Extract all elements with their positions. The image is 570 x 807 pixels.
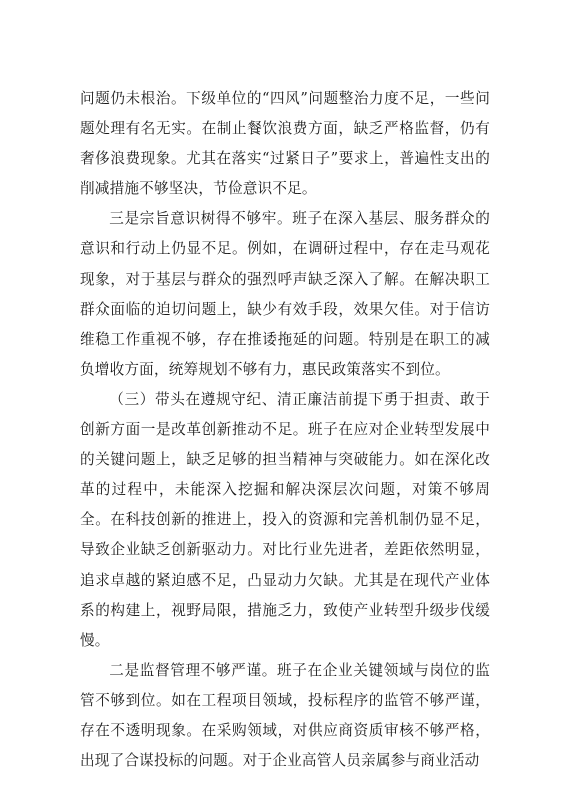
paragraph-purpose-awareness: 三是宗旨意识树得不够牢。班子在深入基层、服务群众的意识和行动上仍显不足。例如，在调研过程中，存在走马观花现象，对于基层与群众的强烈呼声缺乏深入了解。在解决职工群众面临的迫切问题上，缺少有效手段，效果欠佳。对于信访维稳工作重视不够，存在推诿拖延的问题。特别是在职工的减负增收方面，统筹规划不够有力，惠民政策落实不到位。 [80,210,490,378]
paragraph-supervision: 二是监督管理不够严谨。班子在企业关键领域与岗位的监管不够到位。如在工程项目领域，投标程序的监管不够严谨，存在不透明现象。在采购领域，对供应商资质审核不够严格，出现了合谋投标的问题。对于企业高管人员亲属参与商业活动 [80,661,490,770]
paragraph-continuation: 问题仍未根治。下级单位的“四风”问题整治力度不足，一些问题处理有名无实。在制止餐饮浪费方面，缺乏严格监督，仍有奢侈浪费现象。尤其在落实“过紧日子”要求上，普遍性支出的削减措施不够坚决，节俭意识不足。 [80,90,490,198]
paragraph-section-three-reform: （三）带头在遵规守纪、清正廉洁前提下勇于担责、敢于创新方面一是改革创新推动不足。班子在应对企业转型发展中的关键问题上，缺乏足够的担当精神与突破能力。如在深化改革的过程中，未能深入挖掘和解决深层次问题，对策不够周全。在科技创新的推进上，投入的资源和完善机制仍显不足，导致企业缺乏创新驱动力。对比行业先进者，差距依然明显，追求卓越的紧迫感不足，凸显动力欠缺。尤其是在现代产业体系的构建上，视野局限，措施乏力，致使产业转型升级步伐缓慢。 [80,390,490,649]
